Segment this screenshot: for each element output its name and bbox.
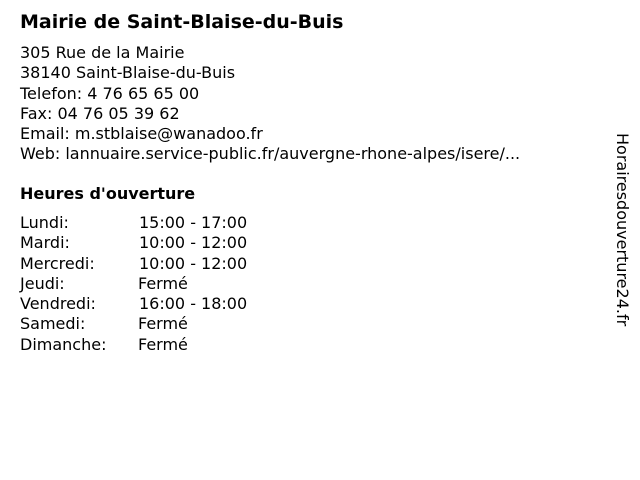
email-address: Email: m.stblaise@wanadoo.fr bbox=[20, 124, 263, 144]
hours-row-sunday bbox=[20, 335, 320, 355]
fax-number: Fax: 04 76 05 39 62 bbox=[20, 103, 180, 123]
day-label: Vendredi: bbox=[20, 294, 96, 314]
time-value: 10:00 - 12:00 bbox=[139, 253, 248, 273]
website-link[interactable]: Web: lannuaire.service-public.fr/auvergne-rhone-alpes/isere/... bbox=[20, 144, 521, 164]
hours-row-saturday bbox=[20, 314, 320, 334]
day-label: Jeudi: bbox=[20, 273, 65, 293]
opening-hours-heading: Heures d'ouverture bbox=[20, 184, 196, 203]
time-value: Fermé bbox=[138, 314, 188, 334]
time-value: 10:00 - 12:00 bbox=[139, 233, 248, 253]
day-label: Lundi: bbox=[20, 213, 69, 232]
page-title: Mairie de Saint-Blaise-du-Buis bbox=[20, 11, 344, 33]
address-city: 38140 Saint-Blaise-du-Buis bbox=[20, 63, 236, 83]
day-label: Mercredi: bbox=[20, 253, 95, 273]
site-watermark bbox=[612, 133, 632, 347]
hours-row-thursday bbox=[20, 274, 320, 294]
time-value: Fermé bbox=[138, 334, 188, 354]
time-value: 16:00 - 18:00 bbox=[139, 294, 248, 314]
time-value: Fermé bbox=[138, 273, 188, 293]
day-label: Dimanche: bbox=[20, 334, 107, 354]
hours-row-friday bbox=[20, 294, 320, 314]
day-label: Mardi: bbox=[20, 233, 70, 253]
watermark-text: Horairesdouverture24.fr bbox=[613, 133, 632, 327]
hours-row-wednesday bbox=[20, 254, 320, 274]
hours-row-monday bbox=[20, 213, 320, 233]
hours-row-tuesday bbox=[20, 233, 320, 253]
address-street: 305 Rue de la Mairie bbox=[20, 43, 185, 62]
phone-number: Telefon: 4 76 65 65 00 bbox=[20, 83, 200, 103]
day-label: Samedi: bbox=[20, 314, 86, 334]
time-value: 15:00 - 17:00 bbox=[139, 213, 248, 232]
opening-hours-table bbox=[20, 213, 320, 355]
contact-details bbox=[20, 43, 520, 165]
